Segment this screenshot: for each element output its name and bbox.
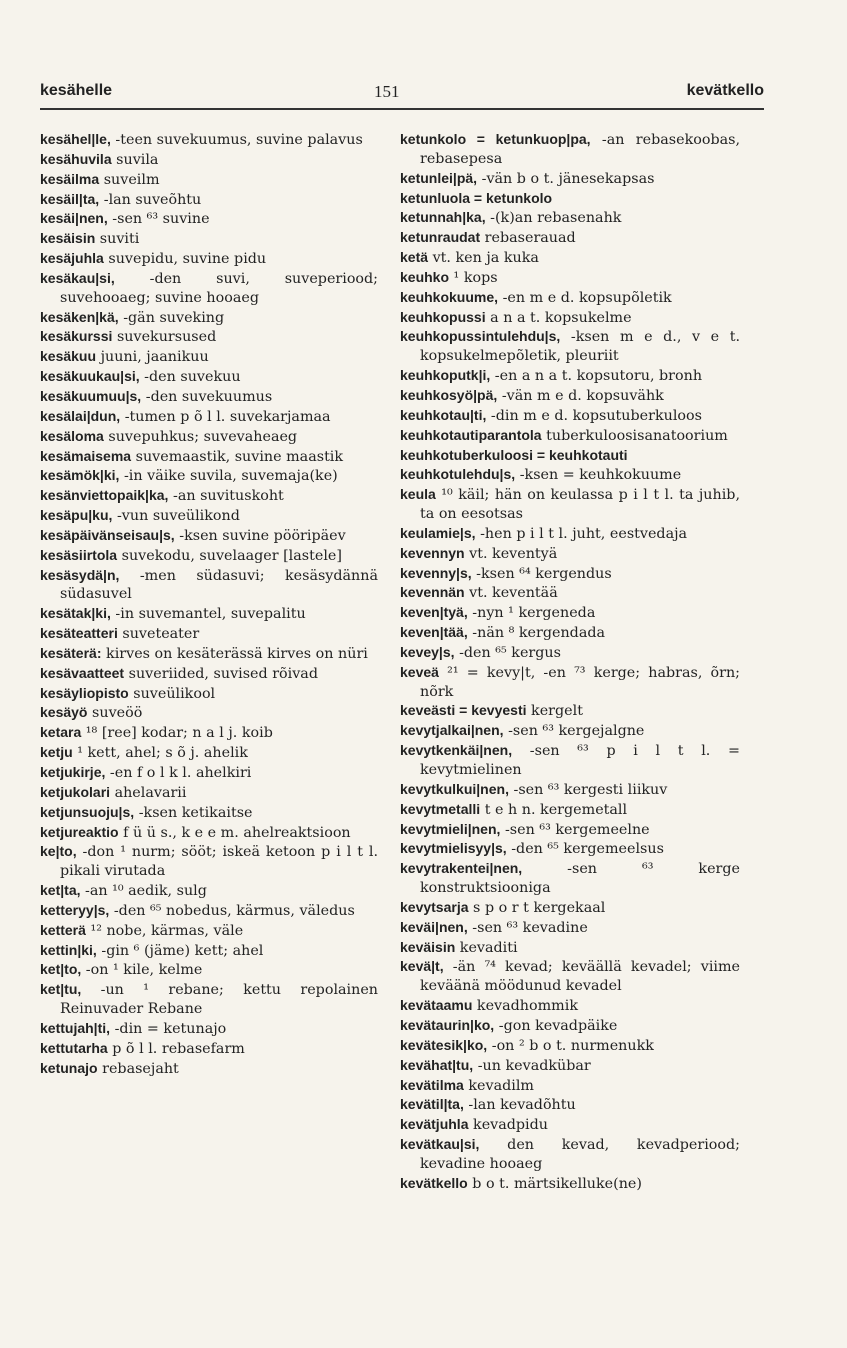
entry-headword: ket|ta, bbox=[40, 882, 81, 899]
entry-definition: -vän m e d. kopsuvähk bbox=[497, 387, 664, 404]
entry-headword: kesäkuukau|si, bbox=[40, 368, 140, 385]
dictionary-entry bbox=[400, 938, 740, 958]
entry-headword: kesämök|ki, bbox=[40, 467, 120, 484]
dictionary-entry bbox=[400, 327, 740, 366]
dictionary-entry bbox=[400, 583, 740, 603]
dictionary-entry bbox=[40, 249, 378, 269]
dictionary-entry bbox=[400, 780, 740, 800]
entry-headword: kesänviettopaik|ka, bbox=[40, 487, 169, 504]
dictionary-entry bbox=[40, 407, 378, 427]
entry-headword: ketunraudat bbox=[400, 229, 481, 246]
entry-headword: kettin|ki, bbox=[40, 941, 97, 958]
dictionary-entry bbox=[400, 544, 740, 564]
dictionary-entry bbox=[40, 980, 378, 1019]
dictionary-entry bbox=[400, 721, 740, 741]
entry-headword: kevenny|s, bbox=[400, 564, 472, 581]
entry-headword: keveästi = kevyesti bbox=[400, 702, 527, 719]
entry-headword: keuhkokuume, bbox=[400, 288, 499, 305]
dictionary-entry bbox=[400, 623, 740, 643]
dictionary-entry bbox=[400, 564, 740, 584]
entry-headword: keuhkotulehdu|s, bbox=[400, 466, 516, 483]
entry-headword: kevytkenkäi|nen, bbox=[400, 742, 513, 759]
dictionary-entry bbox=[40, 269, 378, 308]
dictionary-entry bbox=[40, 546, 378, 566]
dictionary-entry bbox=[400, 228, 740, 248]
entry-definition: kevadilm bbox=[463, 1077, 534, 1094]
entry-definition: tuberkuloosisanatoorium bbox=[541, 427, 728, 444]
entry-headword: kesäpu|ku, bbox=[40, 507, 113, 524]
entry-headword: keveä bbox=[400, 663, 439, 680]
entry-headword: kesämaisema bbox=[40, 447, 132, 464]
entry-definition: suvemaastik, suvine maastik bbox=[131, 448, 344, 465]
dictionary-entry bbox=[40, 684, 378, 704]
entry-headword: kevätilma bbox=[400, 1076, 464, 1093]
entry-headword: keuhkotuberkuloosi = keuhkotauti bbox=[400, 446, 628, 463]
entry-definition: suvepidu, suvine pidu bbox=[103, 251, 267, 268]
entry-definition: suveteater bbox=[117, 626, 200, 643]
entry-definition: -hen p i l t l. juht, eestvedaja bbox=[475, 525, 688, 542]
entry-definition: b o t. märtsikelluke(ne) bbox=[467, 1175, 642, 1192]
entry-headword: kevätil|ta, bbox=[400, 1096, 464, 1113]
dictionary-entry bbox=[40, 347, 378, 367]
right-column bbox=[400, 130, 740, 1194]
entry-headword: kevennän bbox=[400, 584, 465, 601]
entry-headword: kettutarha bbox=[40, 1039, 108, 1056]
entry-headword: ke|to, bbox=[40, 843, 77, 860]
entry-definition: -un ¹ rebane; kettu repolainen Reinuvader Rebane bbox=[60, 982, 378, 1018]
entry-headword: kevätkau|si, bbox=[400, 1136, 480, 1153]
dictionary-entry bbox=[400, 820, 740, 840]
entry-headword: kevey|s, bbox=[400, 643, 455, 660]
entry-headword: keuhko bbox=[400, 268, 450, 285]
dictionary-entry bbox=[40, 327, 378, 347]
entry-headword: kesäyliopisto bbox=[40, 684, 129, 701]
entry-definition: kevadhommik bbox=[472, 998, 578, 1015]
entry-headword: ketä bbox=[400, 249, 429, 266]
dictionary-entry bbox=[400, 485, 740, 524]
entry-headword: kevytjalkai|nen, bbox=[400, 722, 504, 739]
entry-headword: keväisin bbox=[400, 938, 456, 955]
entry-definition: suvekodu, suvelaager [lastele] bbox=[117, 547, 342, 564]
entry-definition: ¹ kops bbox=[449, 269, 498, 286]
dictionary-entry bbox=[400, 366, 740, 386]
entry-headword: kevätesik|ko, bbox=[400, 1036, 488, 1053]
entry-definition: -sen ⁶³ kerge konstruktsiooniga bbox=[420, 861, 740, 897]
dictionary-entry bbox=[40, 803, 378, 823]
entry-headword: kesäpäivänseisau|s, bbox=[40, 526, 175, 543]
entry-headword: keula bbox=[400, 486, 436, 503]
dictionary-entry bbox=[400, 643, 740, 663]
entry-headword: keulamie|s, bbox=[400, 524, 476, 541]
entry-headword: kesävaatteet bbox=[40, 664, 125, 681]
entry-definition: ¹² nobe, kärmas, väle bbox=[85, 922, 244, 939]
entry-definition: -sen ⁶³ p i l t l. = kevytmielinen bbox=[420, 743, 740, 778]
entry-headword: kesäyö bbox=[40, 704, 88, 721]
entry-definition: -gän suveking bbox=[118, 309, 225, 326]
entry-definition: f ü ü s., k e e m. ahelreaktsioon bbox=[118, 824, 351, 841]
entry-definition: -den ⁶⁵ kergemeelsus bbox=[506, 841, 664, 858]
dictionary-entry bbox=[400, 426, 740, 446]
entry-definition: -den suvi, suveperiood; suvehooaeg; suvine hooaeg bbox=[60, 270, 378, 306]
entry-definition: kergelt bbox=[526, 703, 583, 720]
entry-headword: keuhkosyö|pä, bbox=[400, 386, 498, 403]
entry-headword: kevähat|tu, bbox=[400, 1056, 474, 1073]
entry-definition: vt. ken ja kuka bbox=[428, 250, 539, 267]
entry-headword: kesähuvila bbox=[40, 150, 112, 167]
entry-definition: s p o r t kergekaal bbox=[468, 899, 606, 916]
entry-headword: kesäkuumuu|s, bbox=[40, 387, 142, 404]
entry-definition: -ksen ketikaitse bbox=[134, 804, 253, 821]
dictionary-entry bbox=[40, 1059, 378, 1079]
entry-headword: kevätjuhla bbox=[400, 1116, 469, 1133]
running-head-right: kevätkello bbox=[686, 82, 764, 99]
entry-headword: keuhkopussintulehdu|s, bbox=[400, 328, 561, 345]
dictionary-entry bbox=[400, 800, 740, 820]
entry-definition: -on ² b o t. nurmenukk bbox=[487, 1037, 654, 1054]
dictionary-entry bbox=[40, 466, 378, 486]
entry-definition: -sen ⁶³ suvine bbox=[107, 211, 210, 228]
dictionary-entry bbox=[40, 506, 378, 526]
entry-definition: -en a n a t. kopsutoru, bronh bbox=[490, 368, 703, 385]
dictionary-entry bbox=[400, 130, 740, 169]
entry-headword: ketjunsuoju|s, bbox=[40, 803, 135, 820]
entry-definition: -lan suveõhtu bbox=[99, 191, 202, 208]
dictionary-entry bbox=[400, 524, 740, 544]
entry-headword: kevytsarja bbox=[400, 898, 469, 915]
entry-headword: kesäkau|si, bbox=[40, 269, 115, 286]
entry-definition: -an suvituskoht bbox=[168, 488, 284, 505]
dictionary-entry bbox=[400, 918, 740, 938]
entry-headword: keuhkotau|ti, bbox=[400, 406, 487, 423]
entry-definition: -(k)an rebasenahk bbox=[485, 210, 622, 227]
entry-definition: -don ¹ nurm; sööt; iskeä ketoon p i l t l. pikali virutada bbox=[60, 844, 378, 880]
entry-headword: ketunajo bbox=[40, 1059, 98, 1076]
entry-headword: ketara bbox=[40, 724, 82, 741]
entry-headword: kevätaurin|ko, bbox=[400, 1016, 495, 1033]
entry-definition: -on ¹ kile, kelme bbox=[81, 962, 203, 979]
entry-headword: kesäteatteri bbox=[40, 625, 118, 642]
dictionary-entry bbox=[400, 268, 740, 288]
entry-definition: p õ l l. rebasefarm bbox=[107, 1040, 245, 1057]
entry-headword: ket|tu, bbox=[40, 981, 82, 998]
entry-definition: -ksen ⁶⁴ kergendus bbox=[471, 565, 612, 582]
entry-definition: ahelavarii bbox=[110, 784, 187, 801]
dictionary-entry bbox=[40, 743, 378, 763]
dictionary-entry bbox=[40, 941, 378, 961]
dictionary-entry bbox=[400, 996, 740, 1016]
entry-definition: -den ⁶⁵ kergus bbox=[454, 644, 561, 661]
entry-definition: -gon kevadpäike bbox=[494, 1017, 618, 1034]
dictionary-entry bbox=[400, 169, 740, 189]
entry-headword: kevennyn bbox=[400, 544, 465, 561]
entry-headword: keuhkoputk|i, bbox=[400, 367, 491, 384]
dictionary-entry bbox=[40, 367, 378, 387]
dictionary-entry bbox=[40, 960, 378, 980]
entry-definition: kevaditi bbox=[455, 939, 518, 956]
entry-definition: -lan kevadõhtu bbox=[463, 1097, 576, 1114]
dictionary-entry bbox=[40, 703, 378, 723]
entry-headword: keven|tyä, bbox=[400, 604, 468, 621]
entry-headword: kesäkuu bbox=[40, 348, 97, 365]
entry-definition: -gin ⁶ (jäme) kett; ahel bbox=[96, 942, 264, 959]
dictionary-entry bbox=[400, 859, 740, 898]
entry-definition: vt. keventyä bbox=[464, 545, 558, 562]
dictionary-entry bbox=[400, 1135, 740, 1174]
entry-definition: -sen ⁶³ kergejalgne bbox=[503, 723, 645, 740]
dictionary-entry bbox=[400, 288, 740, 308]
entry-definition: -in väike suvila, suvemaja(ke) bbox=[119, 468, 338, 485]
entry-headword: keuhkopussi bbox=[400, 308, 486, 325]
dictionary-entry bbox=[40, 823, 378, 843]
dictionary-entry bbox=[40, 447, 378, 467]
entry-definition: -tumen p õ l l. suvekarjamaa bbox=[120, 408, 331, 425]
dictionary-entry bbox=[40, 1039, 378, 1059]
entry-headword: kesähel|le, bbox=[40, 131, 111, 147]
entry-headword: kettujah|ti, bbox=[40, 1019, 111, 1036]
dictionary-entry bbox=[400, 208, 740, 228]
entry-definition: ²¹ = kevy|t, -en ⁷³ kerge; habras, õrn; nõrk bbox=[420, 664, 740, 700]
entry-headword: ketjureaktio bbox=[40, 823, 119, 840]
entry-headword: ketju bbox=[40, 744, 73, 761]
dictionary-entry bbox=[400, 1036, 740, 1056]
dictionary-entry bbox=[40, 901, 378, 921]
entry-definition: t e h n. kergemetall bbox=[480, 801, 628, 818]
entry-definition: suveöö bbox=[87, 705, 143, 722]
dictionary-entry bbox=[400, 839, 740, 859]
entry-definition: -in suvemantel, suvepalitu bbox=[110, 606, 306, 623]
dictionary-entry bbox=[40, 783, 378, 803]
entry-definition: juuni, jaanikuu bbox=[96, 349, 209, 366]
entry-definition: suvekursused bbox=[112, 329, 217, 346]
entry-headword: kevätaamu bbox=[400, 997, 473, 1014]
dictionary-entry bbox=[40, 723, 378, 743]
dictionary-entry bbox=[40, 387, 378, 407]
entry-definition: rebaserauad bbox=[480, 230, 576, 247]
entry-headword: kevytmielisyy|s, bbox=[400, 840, 507, 857]
entry-definition: -den suvekuumus bbox=[141, 388, 273, 405]
entry-definition: suveülikool bbox=[128, 685, 216, 702]
dictionary-entry bbox=[40, 526, 378, 546]
entry-definition: -nyn ¹ kergeneda bbox=[467, 605, 596, 622]
entry-headword: kesäken|kä, bbox=[40, 308, 119, 325]
entry-definition: -teen suvekuumus, suvine palavus bbox=[110, 132, 363, 148]
entry-headword: kevytkulkui|nen, bbox=[400, 780, 509, 797]
dictionary-entry bbox=[40, 664, 378, 684]
dictionary-entry bbox=[40, 921, 378, 941]
entry-definition: -vän b o t. jänesekapsas bbox=[477, 170, 655, 187]
dictionary-entry bbox=[40, 604, 378, 624]
dictionary-entry bbox=[400, 603, 740, 623]
left-column bbox=[40, 130, 378, 1079]
entry-definition: ¹ kett, ahel; s õ j. ahelik bbox=[72, 745, 248, 762]
entry-definition: suvila bbox=[111, 151, 159, 168]
dictionary-entry bbox=[400, 189, 740, 209]
entry-definition: -din m e d. kopsutuberkuloos bbox=[486, 407, 702, 424]
entry-definition: kirves on kesäterässä kirves on nüri bbox=[101, 645, 368, 662]
entry-definition: ¹⁰ käil; hän on keulassa p i l t l. ta juhib, ta on eesotsas bbox=[420, 487, 740, 523]
dictionary-entry bbox=[400, 663, 740, 702]
entry-headword: ketjukirje, bbox=[40, 764, 106, 780]
dictionary-entry bbox=[40, 427, 378, 447]
dictionary-entry bbox=[40, 130, 378, 150]
entry-headword: kesäil|ta, bbox=[40, 190, 100, 207]
dictionary-entry bbox=[40, 763, 378, 783]
dictionary-entry bbox=[40, 1019, 378, 1039]
page-number: 151 bbox=[374, 82, 400, 101]
entry-headword: ketunnah|ka, bbox=[400, 209, 486, 226]
entry-headword: kesäsydä|n, bbox=[40, 566, 120, 583]
dictionary-entry bbox=[40, 644, 378, 664]
entry-headword: ketjukolari bbox=[40, 783, 111, 800]
dictionary-entry bbox=[40, 308, 378, 328]
entry-headword: kevä|t, bbox=[400, 958, 444, 975]
entry-definition: -ksen suvine pööripäev bbox=[174, 527, 346, 544]
dictionary-entry bbox=[40, 486, 378, 506]
entry-headword: kesäisin bbox=[40, 230, 96, 247]
entry-headword: keven|tää, bbox=[400, 624, 468, 641]
entry-definition: a n a t. kopsukelme bbox=[485, 309, 632, 326]
entry-definition: -sen ⁶³ kergesti liikuv bbox=[508, 781, 668, 798]
entry-headword: ketunluola = ketunkolo bbox=[400, 189, 553, 206]
dictionary-entry bbox=[400, 1115, 740, 1135]
entry-headword: kevätkello bbox=[400, 1174, 468, 1191]
entry-definition: suvepuhkus; suvevaheaeg bbox=[103, 428, 298, 445]
dictionary-entry bbox=[40, 170, 378, 190]
dictionary-entry bbox=[400, 386, 740, 406]
dictionary-entry bbox=[400, 1016, 740, 1036]
entry-definition: -an rebasekoobas, rebasepesa bbox=[420, 132, 741, 167]
entry-headword: ketunlei|pä, bbox=[400, 169, 478, 186]
dictionary-entry bbox=[400, 248, 740, 268]
entry-definition: -ksen = keuhkokuume bbox=[515, 467, 682, 484]
dictionary-entry bbox=[400, 898, 740, 918]
entry-headword: kevytrakentei|nen, bbox=[400, 860, 523, 877]
entry-definition: suveriided, suvised rõivad bbox=[124, 665, 318, 682]
entry-headword: keväi|nen, bbox=[400, 918, 468, 935]
dictionary-entry bbox=[400, 308, 740, 328]
entry-definition: -en m e d. kopsupõletik bbox=[498, 289, 672, 306]
dictionary-entry bbox=[40, 624, 378, 644]
entry-definition: kevadpidu bbox=[468, 1117, 548, 1134]
entry-headword: kesäjuhla bbox=[40, 250, 104, 267]
entry-definition: ¹⁸ [ree] kodar; n a l j. koib bbox=[81, 725, 273, 742]
entry-headword: kesäterä: bbox=[40, 644, 102, 661]
entry-definition: -un kevadkübar bbox=[473, 1057, 591, 1074]
dictionary-entry bbox=[400, 741, 740, 780]
entry-definition: suviti bbox=[95, 231, 140, 248]
entry-headword: kesäloma bbox=[40, 427, 104, 444]
dictionary-entry bbox=[400, 701, 740, 721]
header-rule bbox=[40, 108, 764, 110]
entry-definition: -sen ⁶³ kevadine bbox=[467, 919, 588, 936]
dictionary-entry bbox=[400, 446, 740, 466]
dictionary-entry bbox=[400, 1095, 740, 1115]
entry-headword: kesäi|nen, bbox=[40, 210, 108, 227]
entry-definition: vt. keventää bbox=[464, 585, 558, 602]
dictionary-entry bbox=[40, 209, 378, 229]
dictionary-entry bbox=[400, 957, 740, 996]
entry-definition: -den ⁶⁵ nobedus, kärmus, väledus bbox=[109, 902, 355, 919]
entry-definition: -men südasuvi; kesäsydännä südasuvel bbox=[60, 567, 378, 603]
dictionary-entry bbox=[400, 406, 740, 426]
entry-headword: ket|to, bbox=[40, 961, 82, 978]
entry-headword: kevytmieli|nen, bbox=[400, 820, 501, 837]
entry-headword: kesäsiirtola bbox=[40, 546, 118, 563]
entry-definition: -nän ⁸ kergendada bbox=[467, 625, 606, 642]
running-head-left: kesähelle bbox=[40, 82, 113, 99]
entry-headword: kesätak|ki, bbox=[40, 605, 111, 622]
entry-definition: -en f o l k l. ahelkiri bbox=[105, 765, 252, 781]
entry-headword: ketterä bbox=[40, 921, 86, 938]
entry-definition: rebasejaht bbox=[97, 1060, 179, 1077]
entry-headword: ketteryy|s, bbox=[40, 901, 110, 918]
entry-headword: keuhkotautiparantola bbox=[400, 426, 542, 443]
entry-headword: kesälai|dun, bbox=[40, 407, 121, 424]
dictionary-entry bbox=[40, 229, 378, 249]
entry-definition: -an ¹⁰ aedik, sulg bbox=[80, 883, 207, 900]
dictionary-entry bbox=[400, 1056, 740, 1076]
entry-definition: -den suvekuu bbox=[139, 369, 241, 386]
dictionary-entry bbox=[40, 881, 378, 901]
dictionary-entry bbox=[400, 1174, 740, 1194]
page-header bbox=[40, 82, 764, 106]
dictionary-entry bbox=[400, 465, 740, 485]
entry-definition: -din = ketunajo bbox=[110, 1020, 227, 1037]
entry-headword: ketunkolo = ketunkuop|pa, bbox=[400, 131, 591, 147]
dictionary-entry bbox=[40, 190, 378, 210]
dictionary-entry bbox=[400, 1076, 740, 1096]
entry-headword: kesäilma bbox=[40, 170, 100, 187]
entry-definition: -än ⁷⁴ kevad; keväällä kevadel; viime keväänä möödunud kevadel bbox=[420, 959, 740, 995]
entry-definition: -sen ⁶³ kergemeelne bbox=[500, 821, 650, 838]
dictionary-entry bbox=[40, 150, 378, 170]
dictionary-entry bbox=[40, 842, 378, 881]
entry-definition: den kevad, kevadperiood; kevadine hooaeg bbox=[420, 1137, 740, 1172]
entry-headword: kesäkurssi bbox=[40, 328, 113, 345]
entry-definition: suveilm bbox=[99, 171, 160, 188]
entry-headword: kevytmetalli bbox=[400, 800, 481, 817]
dictionary-entry bbox=[40, 566, 378, 605]
entry-definition: -vun suveülikond bbox=[112, 508, 240, 525]
entry-definition: -ksen m e d., v e t. kopsukelmepõletik, pleuriit bbox=[420, 329, 740, 365]
